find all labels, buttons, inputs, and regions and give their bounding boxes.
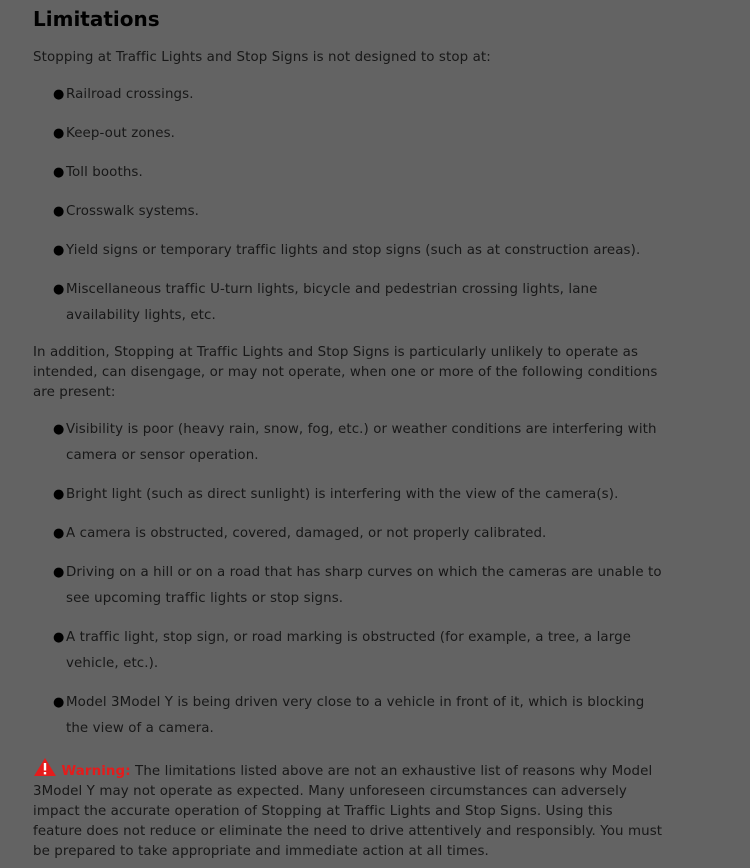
- conditions-paragraph: In addition, Stopping at Traffic Lights and Stop Signs is particularly unlikely to operate as intended, can disengage, or may not operate, when one or more of the following conditions are present:: [33, 345, 658, 400]
- list-item-text: Toll booths.: [66, 165, 143, 180]
- list-item-text: Yield signs or temporary traffic lights and stop signs (such as at construction areas).: [66, 243, 641, 258]
- list-item: [33, 160, 663, 186]
- list-item: [33, 521, 663, 547]
- warning-note: [33, 757, 663, 862]
- list-item: [33, 277, 663, 329]
- list-item: [33, 199, 663, 225]
- warning-label: Warning:: [61, 764, 131, 779]
- bullet-icon: ●: [53, 282, 65, 297]
- list-item: [33, 625, 663, 677]
- list-item: [33, 417, 663, 469]
- list-item-text: Crosswalk systems.: [66, 204, 200, 219]
- list-item-text: Model 3Model Y is being driven very close to a vehicle in front of it, which is blocking the view of a camera.: [66, 695, 645, 736]
- intro-paragraph: Stopping at Traffic Lights and Stop Signs is not designed to stop at:: [33, 50, 491, 65]
- list-item-text: A camera is obstructed, covered, damaged, or not properly calibrated.: [66, 526, 547, 541]
- bullet-icon: ●: [53, 87, 65, 102]
- bullet-icon: ●: [53, 487, 65, 502]
- bullet-icon: ●: [53, 695, 65, 710]
- list-item: [33, 82, 663, 108]
- list-item-text: A traffic light, stop sign, or road marking is obstructed (for example, a tree, a large vehicle, etc.).: [66, 630, 632, 671]
- list-item-text: Driving on a hill or on a road that has sharp curves on which the cameras are unable to see upcoming traffic lights or stop signs.: [66, 565, 662, 606]
- conditions-list: [33, 417, 663, 742]
- article-content: [33, 6, 663, 862]
- not-designed-to-stop-list: [33, 82, 663, 329]
- warning-text: The limitations listed above are not an exhaustive list of reasons why Model 3Model Y may not operate as expected. Many unforeseen circumstances can adversely impact the accurate operation of Stopping at Traffic Lights and Stop Signs. Using this feature does not reduce or eliminate the need to drive attentively and responsibly. You must be prepared to take appropriate and immediate action at all times.: [33, 764, 663, 859]
- bullet-icon: ●: [53, 422, 65, 437]
- list-item-text: Keep-out zones.: [66, 126, 176, 141]
- bullet-icon: ●: [53, 126, 65, 141]
- list-item: [33, 560, 663, 612]
- list-item-text: Miscellaneous traffic U-turn lights, bicycle and pedestrian crossing lights, lane availability lights, etc.: [66, 282, 598, 323]
- bullet-icon: ●: [53, 165, 65, 180]
- bullet-icon: ●: [53, 526, 65, 541]
- list-item: [33, 482, 663, 508]
- list-item-text: Railroad crossings.: [66, 87, 194, 102]
- list-item: [33, 690, 663, 742]
- bullet-icon: ●: [53, 204, 65, 219]
- list-item-text: Bright light (such as direct sunlight) is interfering with the view of the camera(s).: [66, 487, 619, 502]
- list-item: [33, 121, 663, 147]
- bullet-icon: ●: [53, 565, 65, 580]
- list-item-text: Visibility is poor (heavy rain, snow, fog, etc.) or weather conditions are interfering with camera or sensor operation.: [66, 422, 657, 463]
- warning-triangle-icon: [33, 757, 57, 777]
- list-item: [33, 238, 663, 264]
- section-title: Limitations: [33, 7, 160, 31]
- bullet-icon: ●: [53, 630, 65, 645]
- bullet-icon: ●: [53, 243, 65, 258]
